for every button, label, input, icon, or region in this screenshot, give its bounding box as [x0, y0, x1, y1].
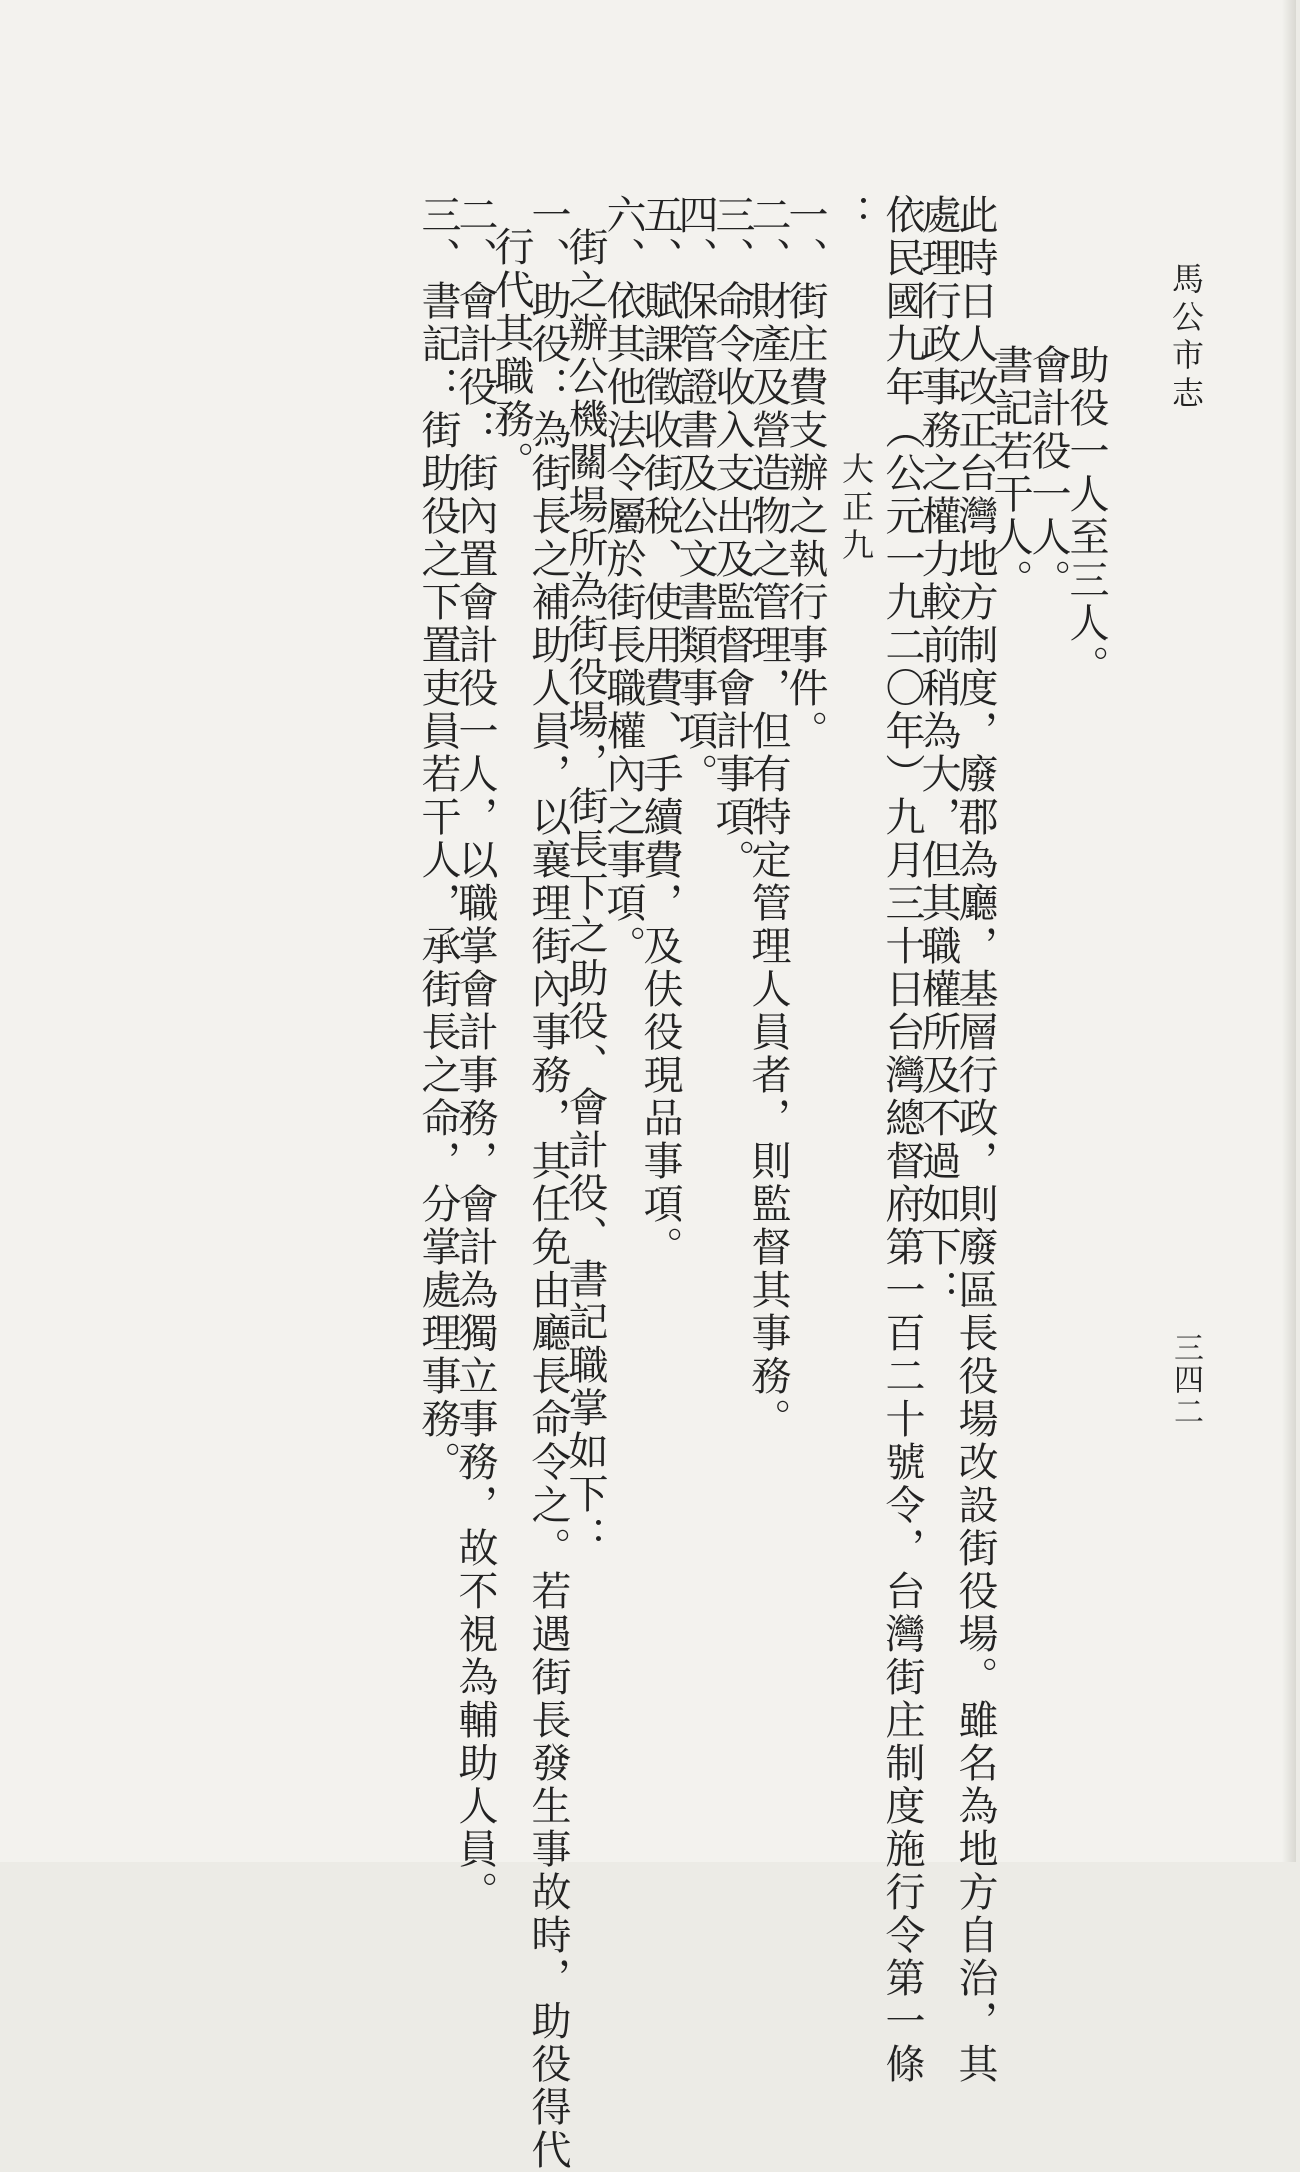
body-line-1: 助役一人至三人。 — [1063, 344, 1109, 688]
body-line-17: 二、會計役：街內置會計役一人，以職掌會計事務，會計為獨立事務，故不視為輔助人員。 — [452, 194, 498, 1914]
body-line-15: 一、助役：為街長之補助人員，以襄理街內事務，其任免由廳長命令之。若遇街長發生事故時，助役得代 — [525, 194, 571, 2172]
page-number: 三四二 — [1168, 1332, 1203, 1428]
body-line-7: ： — [827, 194, 873, 237]
body-line-8: 一、街庄費支辦之執行事件。 — [782, 194, 828, 753]
body-line-6: 依民國九年（公元一九二〇年）九月三十日台灣總督府第一百二十號令，台灣街庄制度施行令第一條 — [879, 194, 925, 2086]
body-line-13: 六、依其他法令屬於街長職權內之事項。 — [600, 194, 646, 968]
body-line-4: 此時日人改正台灣地方制度，廢郡為廳，基層行政，則廢區長役場改設街役場。雖名為地方自治，其 — [952, 194, 998, 2086]
body-line-5: 處理行政事務之權力較前稍為大，但其職權所及不過如下： — [915, 194, 961, 1312]
body-line-2: 會計役一人。 — [1025, 344, 1071, 602]
inline-note: 大正九 — [837, 452, 875, 566]
body-line-12: 五、賦課徵收街稅、使用費、手續費，及伕役現品事項。 — [637, 194, 683, 1269]
body-line-10: 三、命令收入支出及監督會計事項。 — [709, 194, 755, 882]
body-line-18: 三、書記：街助役之下置吏員若干人，承街長之命，分掌處理事務。 — [415, 194, 461, 1484]
body-line-14: 街之辦公機關場所為街役場，街長下之助役、會計役、書記職掌如下： — [562, 226, 608, 1559]
body-line-16: 行代其職務。 — [488, 226, 534, 484]
body-line-9: 二、財產及營造物之管理，但有特定管理人員者，則監督其事務。 — [745, 194, 791, 1441]
body-line-11: 四、保管證書及公文書類事項。 — [672, 194, 718, 796]
running-title: 馬公市志 — [1167, 262, 1205, 414]
body-line-3: 書記若干人。 — [987, 344, 1033, 602]
